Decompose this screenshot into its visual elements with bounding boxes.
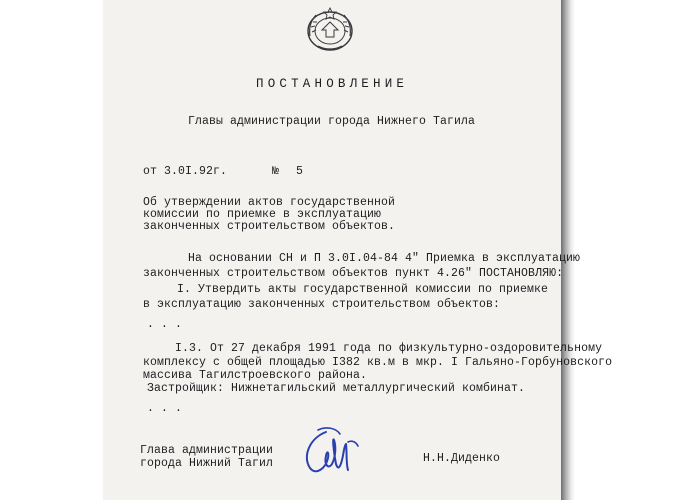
- coat-of-arms-icon: [304, 6, 356, 52]
- number-sign: №: [272, 165, 280, 178]
- omission-ellipsis: . . .: [147, 318, 183, 331]
- omission-ellipsis: . . .: [147, 402, 183, 415]
- developer-line: Застройщик: Нижнетагильский металлургический комбинат.: [147, 382, 526, 395]
- subject-line: комиссии по приемке в эксплуатацию: [143, 208, 382, 221]
- preamble-line: законченных строительством объектов пункт 4.26" ПОСТАНОВЛЯЮ:: [143, 267, 564, 280]
- page-edge-shadow: [561, 0, 575, 500]
- subject-line: Об утверждении актов государственной: [143, 196, 396, 209]
- signatory-position-line: города Нижний Тагил: [140, 457, 274, 470]
- decree-item-1-3-line: комплексу с общей площадью I382 кв.м в мкр. I Гальяно-Горбуновского: [143, 356, 613, 369]
- signatory-position-line: Глава администрации: [140, 444, 274, 457]
- document-title: ПОСТАНОВЛЕНИЕ: [256, 77, 409, 91]
- decree-item-1-3-line: I.3. От 27 декабря 1991 года по физкультурно-оздоровительному: [175, 342, 603, 355]
- handwritten-signature-icon: [296, 424, 366, 478]
- decree-item-1-3-line: массива Тагилстроевского района.: [143, 369, 368, 382]
- document-date: от 3.0I.92г.: [143, 165, 228, 178]
- decree-item-1-line: в эксплуатацию законченных строительством объектов:: [143, 298, 501, 311]
- signatory-name: Н.Н.Диденко: [423, 452, 501, 465]
- preamble-line: На основании СН и П 3.0I.04-84 4" Приемка в эксплуатацию: [188, 252, 581, 265]
- issuer-subtitle: Главы администрации города Нижнего Тагила: [188, 115, 476, 128]
- document-number: 5: [296, 165, 304, 178]
- subject-line: законченных строительством объектов.: [143, 220, 396, 233]
- decree-item-1-line: I. Утвердить акты государственной комиссии по приемке: [177, 283, 549, 296]
